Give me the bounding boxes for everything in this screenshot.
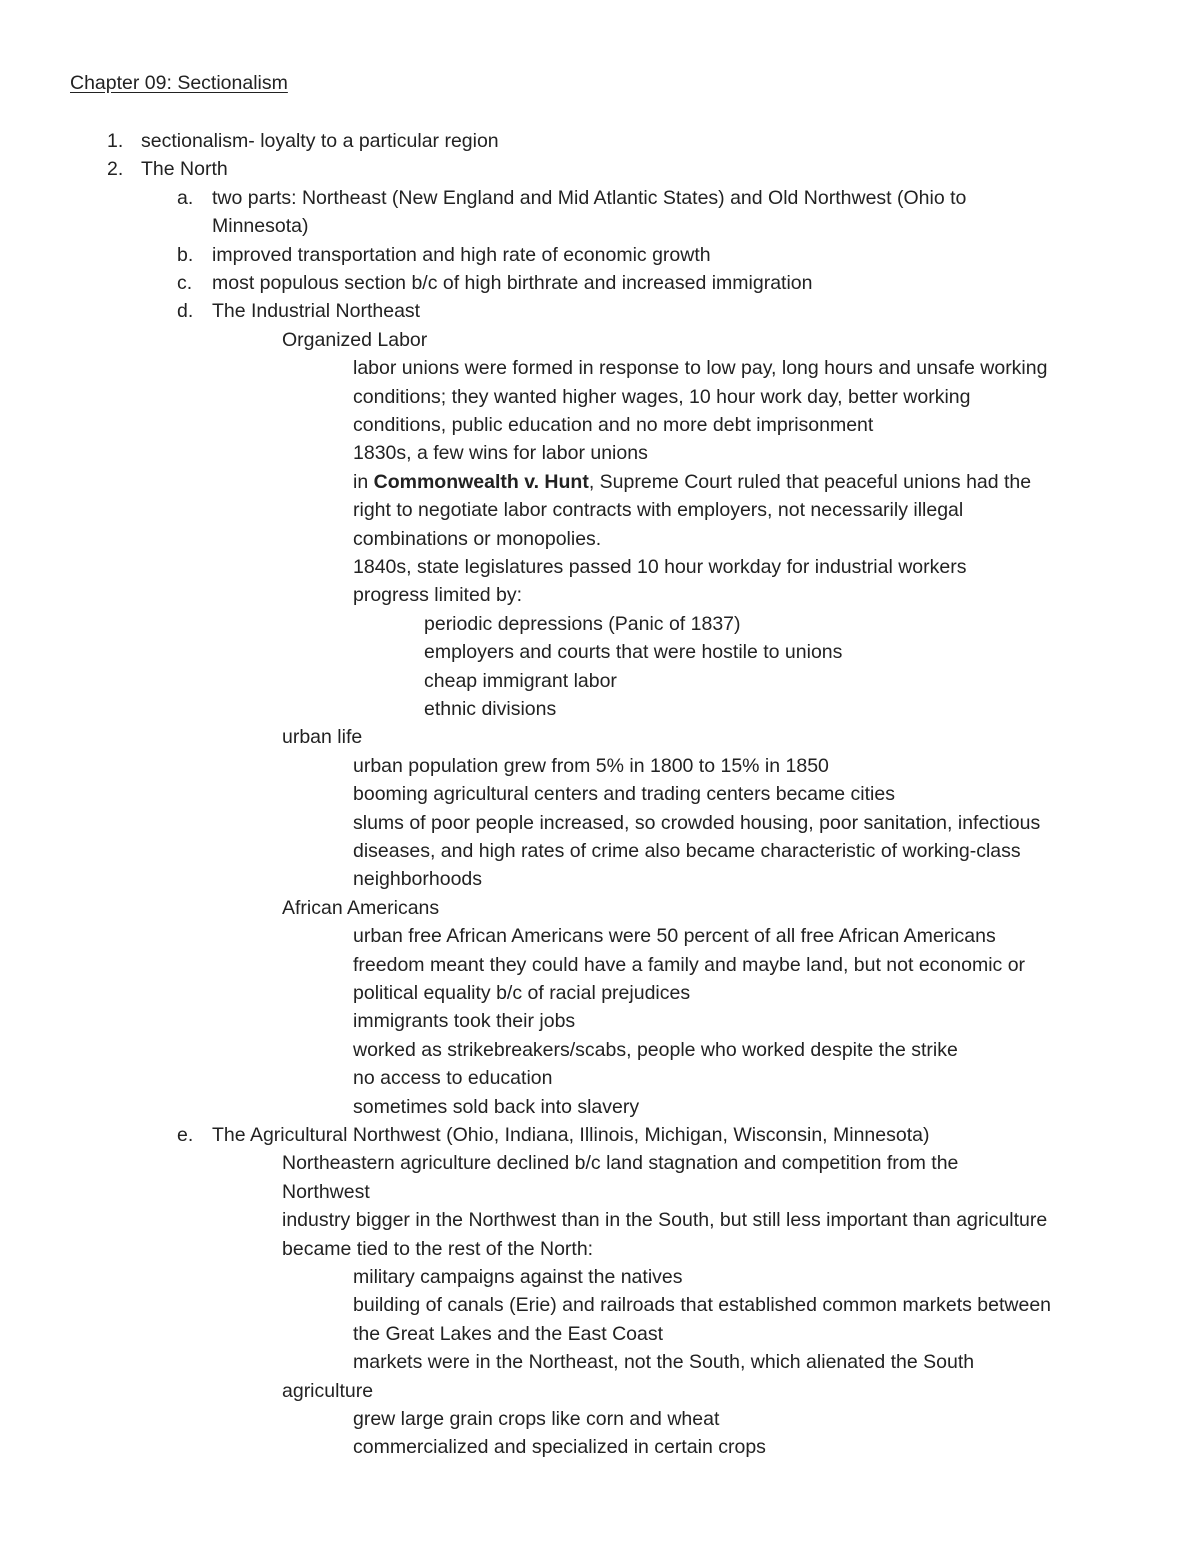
list-item-text: commercialized and specialized in certain crops	[353, 1436, 766, 1459]
list-item-text: agriculture	[282, 1379, 374, 1402]
list-item-text: neighborhoods	[353, 868, 483, 891]
list-item-rest: , Supreme Court ruled that peaceful unions had the	[588, 470, 1032, 493]
list-marker: e.	[177, 1124, 194, 1146]
list-item-text: The Agricultural Northwest (Ohio, Indiana, Illinois, Michigan, Wisconsin, Minnesota)	[212, 1124, 930, 1146]
list-item-text: building of canals (Erie) and railroads that established common markets between	[353, 1294, 1052, 1317]
list-item-text: cheap immigrant labor	[424, 669, 617, 692]
list-item-text: 1840s, state legislatures passed 10 hour workday for industrial workers	[353, 556, 967, 578]
list-marker: a.	[177, 186, 194, 209]
list-item-text	[353, 468, 1031, 496]
list-item-text: industry bigger in the Northwest than in the South, but still less important than agriculture	[282, 1209, 1048, 1232]
list-item-text: Northeastern agriculture declined b/c land stagnation and competition from the	[282, 1152, 959, 1175]
list-item-text: progress limited by:	[353, 584, 523, 607]
list-item-text: political equality b/c of racial prejudices	[353, 982, 691, 1004]
list-item-text: markets were in the Northeast, not the South, which alienated the South	[353, 1351, 975, 1374]
list-item-text: sometimes sold back into slavery	[353, 1095, 640, 1118]
list-item-text: Minnesota)	[212, 215, 309, 238]
list-item-text: 1830s, a few wins for labor unions	[353, 442, 648, 465]
list-item-text: no access to education	[353, 1067, 553, 1090]
list-item-text: grew large grain crops like corn and wheat	[353, 1408, 720, 1430]
list-marker: 2.	[107, 158, 124, 181]
list-marker: b.	[177, 243, 194, 266]
list-item-text: conditions, public education and no more debt imprisonment	[353, 414, 874, 436]
list-item-text: sectionalism- loyalty to a particular region	[141, 130, 499, 152]
list-item-text: ethnic divisions	[424, 698, 557, 720]
list-item-text: conditions; they wanted higher wages, 10 hour work day, better working	[353, 385, 971, 408]
page-title: Chapter 09: Sectionalism	[70, 72, 288, 94]
list-item-text: two parts: Northeast (New England and Mid Atlantic States) and Old Northwest (Ohio to	[212, 186, 967, 209]
list-item-text: urban population grew from 5% in 1800 to 15% in 1850	[353, 754, 829, 777]
list-item-prefix: in	[353, 470, 374, 493]
list-item-text: diseases, and high rates of crime also became characteristic of working-class	[353, 840, 1021, 862]
list-item-text: right to negotiate labor contracts with employers, not necessarily illegal	[353, 499, 964, 522]
case-name: Commonwealth v. Hunt	[373, 470, 589, 493]
list-marker: 1.	[107, 130, 124, 152]
list-item-text: slums of poor people increased, so crowded housing, poor sanitation, infectious	[353, 811, 1041, 834]
list-item-text: employers and courts that were hostile to unions	[424, 641, 843, 664]
list-item-text: combinations or monopolies.	[353, 527, 602, 550]
list-item-text: Organized Labor	[282, 328, 428, 351]
list-item-text: booming agricultural centers and trading centers became cities	[353, 783, 895, 806]
list-item-text: urban free African Americans were 50 percent of all free African Americans	[353, 925, 996, 948]
list-item-text: immigrants took their jobs	[353, 1010, 576, 1033]
list-item-text: the Great Lakes and the East Coast	[353, 1322, 664, 1345]
list-item-text: periodic depressions (Panic of 1837)	[424, 612, 741, 635]
list-item-text: most populous section b/c of high birthrate and increased immigration	[212, 272, 813, 294]
list-item-text: labor unions were formed in response to low pay, long hours and unsafe working	[353, 357, 1048, 380]
list-item-text: became tied to the rest of the North:	[282, 1237, 594, 1260]
list-item-text: worked as strikebreakers/scabs, people who worked despite the strike	[353, 1038, 958, 1061]
list-item-text: freedom meant they could have a family and maybe land, but not economic or	[353, 953, 1026, 976]
list-item-text: Northwest	[282, 1180, 370, 1203]
list-item-text: The Industrial Northeast	[212, 300, 421, 323]
list-item-text: urban life	[282, 726, 363, 749]
list-item-text: improved transportation and high rate of economic growth	[212, 243, 711, 266]
list-item-text: The North	[141, 158, 228, 181]
list-item-text: military campaigns against the natives	[353, 1266, 683, 1288]
list-marker: d.	[177, 300, 194, 323]
list-item-text: African Americans	[282, 896, 440, 919]
list-marker: c.	[177, 272, 193, 294]
